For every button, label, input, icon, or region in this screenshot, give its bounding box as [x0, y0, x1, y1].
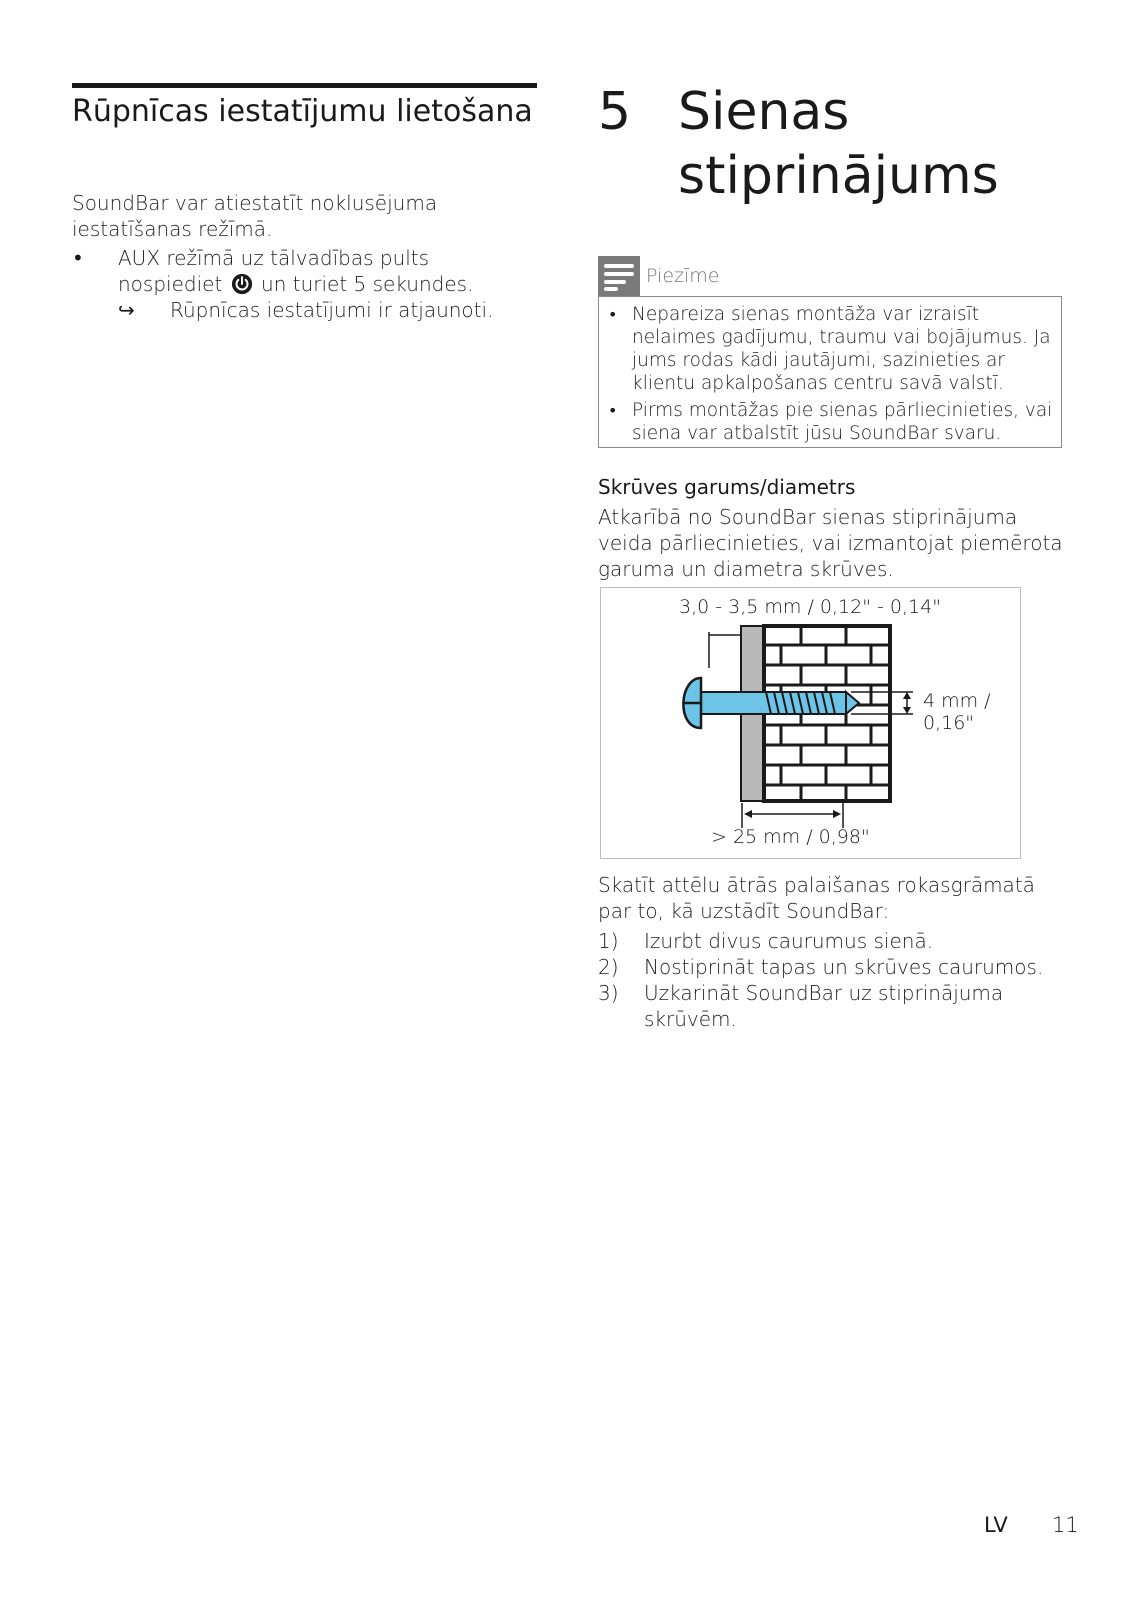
result-arrow-icon: ↪ — [118, 298, 135, 322]
item-text-before: AUX režīmā uz tālvadības pults nospiediet — [118, 246, 430, 296]
length-label: > 25 mm / 0,98" — [711, 826, 870, 848]
note-label: Piezīme — [646, 265, 720, 287]
note-bullet-2: • — [608, 401, 618, 420]
chapter-title: Sienas stiprinājums — [678, 82, 999, 206]
page-number: 11 — [1052, 1513, 1079, 1537]
note-icon — [598, 256, 640, 296]
section-rule — [72, 83, 537, 88]
step-text-3: Uzkarināt SoundBar uz stiprinājuma skrūvēm. — [644, 981, 1004, 1031]
step-number-3: 3) — [598, 981, 619, 1005]
power-icon — [231, 273, 253, 295]
section-heading: Rūpnīcas iestatījumu lietošana — [72, 94, 533, 129]
step-text-1: Izurbt divus caurumus sienā. — [644, 929, 934, 953]
footer-language: LV — [984, 1513, 1008, 1537]
chapter-number: 5 — [598, 82, 632, 142]
result-text: Rūpnīcas iestatījumi ir atjaunoti. — [170, 298, 494, 322]
note-item-1: Nepareiza sienas montāža var izraisīt nelaimes gadījumu, traumu vai bojājumus. Ja jums rodas kādi jautājumi, sazinieties ar klientu apkalpošanas centru savā valstī. — [632, 304, 1051, 394]
intro-paragraph: SoundBar var atiestatīt noklusējuma iestatīšanas režīmā. — [72, 191, 438, 241]
note-item-2: Pirms montāžas pie sienas pārliecinieties, vai siena var atbalstīt jūsu SoundBar svaru. — [632, 400, 1053, 444]
screw-diagram — [600, 587, 1021, 859]
step-text-2: Nostiprināt tapas un skrūves caurumos. — [644, 955, 1044, 979]
screw-heading: Skrūves garums/diametrs — [598, 475, 856, 499]
diameter-label-line1: 4 mm / — [923, 690, 991, 712]
screw-paragraph: Atkarībā no SoundBar sienas stiprinājuma veida pārliecinieties, vai izmantojat piemērota garuma un diametra skrūves. — [598, 505, 1063, 581]
step-number-2: 2) — [598, 955, 619, 979]
list-item-reset — [118, 245, 538, 297]
step-number-1: 1) — [598, 929, 619, 953]
diameter-label-line2: 0,16" — [923, 712, 975, 734]
item-text-after: un turiet 5 sekundes. — [261, 272, 474, 296]
head-thickness-label: 3,0 - 3,5 mm / 0,12" - 0,14" — [679, 596, 941, 618]
bullet-symbol: • — [72, 246, 84, 270]
note-bullet-1: • — [608, 305, 618, 324]
install-paragraph: Skatīt attēlu ātrās palaišanas rokasgrāmatā par to, kā uzstādīt SoundBar: — [598, 873, 1035, 923]
